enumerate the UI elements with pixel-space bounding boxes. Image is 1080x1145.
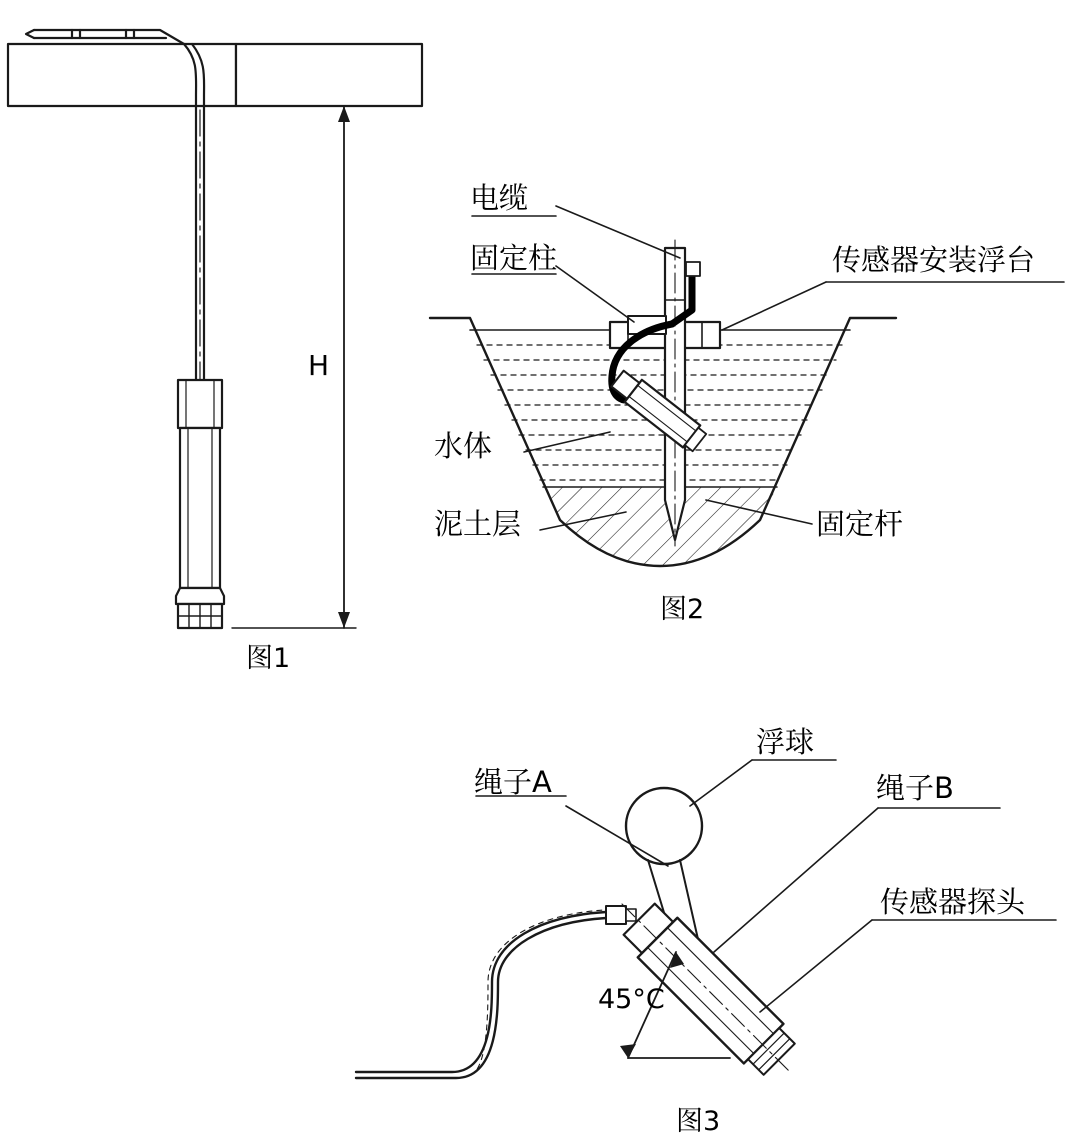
label-fixed-rod: 固定杆 <box>816 507 904 541</box>
figure3-caption: 图3 <box>676 1106 721 1137</box>
figure2-caption: 图2 <box>660 594 705 625</box>
figure1-dimension-h: H <box>308 349 330 382</box>
label-water-body: 水体 <box>434 429 493 463</box>
label-cable: 电缆 <box>470 181 529 215</box>
label-rope-b: 绳子B <box>876 771 954 805</box>
label-fixed-column: 固定柱 <box>470 241 558 275</box>
figure3-group <box>356 760 1056 1079</box>
figure1-caption: 图1 <box>246 643 291 674</box>
label-sensor-float-platform: 传感器安装浮台 <box>832 243 1036 277</box>
label-rope-a: 绳子A <box>474 765 552 799</box>
label-angle-45: 45°C <box>598 984 665 1015</box>
label-sensor-probe: 传感器探头 <box>880 885 1026 919</box>
label-float-ball: 浮球 <box>756 725 815 759</box>
label-mud-layer: 泥土层 <box>434 507 522 541</box>
figure1-group <box>8 30 422 628</box>
